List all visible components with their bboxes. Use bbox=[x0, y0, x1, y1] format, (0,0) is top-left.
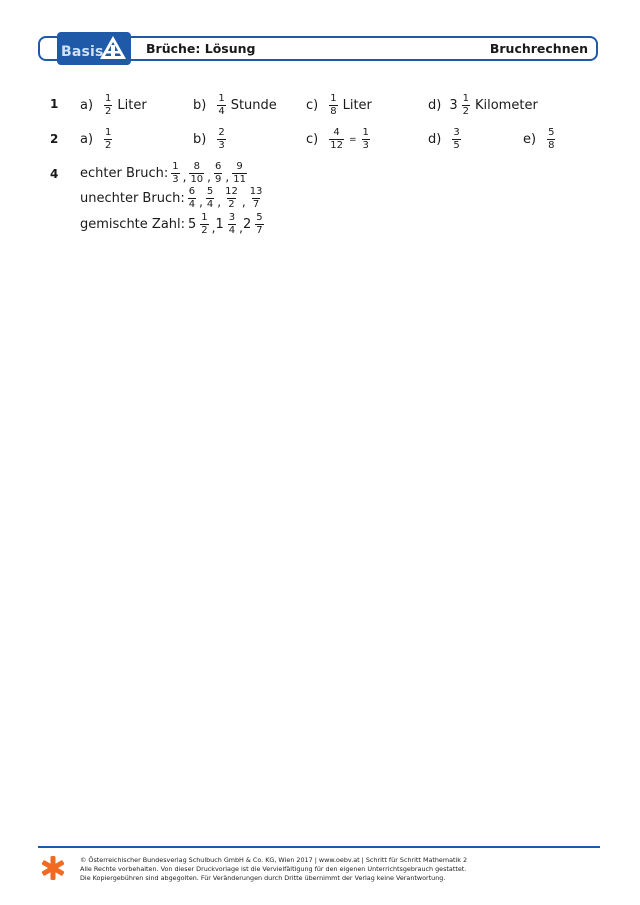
fraction bbox=[188, 187, 196, 210]
whole-number: 1 bbox=[215, 217, 224, 232]
page-topic: Bruchrechnen bbox=[489, 41, 588, 56]
denominator: 3 bbox=[218, 140, 225, 151]
numerator: 1 bbox=[462, 93, 469, 104]
denominator: 2 bbox=[462, 106, 469, 117]
fraction bbox=[362, 128, 370, 151]
numerator: 3 bbox=[453, 127, 460, 138]
answer-item bbox=[193, 94, 277, 117]
footer-line-3: Die Kopiergebühren sind abgegolten. Für Veränderungen durch Dritte übernimmt der Verlag keine Verantwortung. bbox=[80, 873, 446, 882]
separator: , bbox=[211, 221, 216, 235]
unit-text: Kilometer bbox=[474, 98, 538, 113]
numerator: 1 bbox=[201, 212, 208, 223]
separator: , bbox=[182, 170, 187, 184]
numerator: 2 bbox=[218, 127, 225, 138]
separator: , bbox=[207, 170, 211, 184]
whole-number: 5 bbox=[188, 217, 197, 232]
fraction-category-row bbox=[80, 213, 267, 236]
separator: , bbox=[241, 195, 246, 209]
numerator: 5 bbox=[548, 127, 555, 138]
answer-label: c) bbox=[306, 132, 319, 147]
fraction bbox=[232, 162, 247, 185]
numerator: 1 bbox=[218, 93, 225, 104]
denominator: 4 bbox=[218, 106, 225, 117]
answer-item bbox=[428, 128, 464, 151]
denominator: 3 bbox=[172, 174, 179, 185]
unit-text: Stunde bbox=[230, 98, 277, 113]
numerator: 6 bbox=[188, 186, 196, 197]
numerator: 1 bbox=[105, 93, 112, 104]
answer-label: b) bbox=[193, 98, 207, 113]
fraction bbox=[329, 94, 337, 117]
denominator: 11 bbox=[233, 174, 246, 185]
fraction bbox=[217, 128, 225, 151]
task-number: 1 bbox=[50, 97, 59, 111]
denominator: 7 bbox=[256, 225, 263, 236]
answer-label: d) bbox=[428, 98, 442, 113]
fraction bbox=[228, 213, 236, 236]
fraction-category-row bbox=[80, 187, 266, 210]
fraction bbox=[200, 213, 208, 236]
separator: , bbox=[239, 221, 243, 235]
numerator: 12 bbox=[225, 186, 238, 197]
answer-label: b) bbox=[193, 132, 207, 147]
numerator: 1 bbox=[172, 161, 179, 172]
denominator: 2 bbox=[105, 106, 112, 117]
denominator: 8 bbox=[330, 106, 337, 117]
numerator: 5 bbox=[256, 212, 263, 223]
answer-label: a) bbox=[80, 98, 94, 113]
denominator: 2 bbox=[105, 140, 112, 151]
footer-line-1: © Österreichischer Bundesverlag Schulbuch GmbH & Co. KG, Wien 2017 | www.oebv.at | Schritt für Schritt Mathematik 2 bbox=[80, 856, 468, 864]
footer-copyright bbox=[80, 856, 467, 882]
whole-number: 3 bbox=[449, 98, 458, 113]
fraction bbox=[206, 187, 214, 210]
fraction bbox=[189, 162, 204, 185]
answer-label: c) bbox=[306, 98, 319, 113]
answer-label: d) bbox=[428, 132, 442, 147]
fraction bbox=[171, 162, 179, 185]
unit-text: Liter bbox=[117, 98, 147, 113]
category-label: unechter Bruch: bbox=[80, 191, 185, 206]
fraction bbox=[104, 94, 112, 117]
level-triangle-icon bbox=[98, 34, 128, 62]
equals-sign: = bbox=[348, 134, 357, 145]
page-title: Brüche: Lösung bbox=[146, 41, 256, 56]
fraction bbox=[214, 162, 222, 185]
whole-number: 2 bbox=[242, 217, 252, 232]
fraction bbox=[255, 213, 263, 236]
fraction bbox=[217, 94, 225, 117]
fraction-category-row bbox=[80, 162, 250, 185]
fraction bbox=[452, 128, 460, 151]
denominator: 9 bbox=[215, 174, 222, 185]
fraction bbox=[329, 128, 344, 151]
footer-divider bbox=[38, 846, 600, 848]
publisher-logo-icon bbox=[40, 855, 66, 881]
numerator: 13 bbox=[249, 186, 263, 197]
numerator: 5 bbox=[206, 186, 214, 197]
answer-item bbox=[306, 94, 372, 117]
answer-item bbox=[80, 128, 115, 151]
numerator: 3 bbox=[228, 212, 236, 223]
basis-label: Basis bbox=[61, 44, 104, 60]
unit-text: Liter bbox=[342, 98, 372, 113]
separator: , bbox=[225, 170, 230, 184]
task-number: 2 bbox=[50, 132, 59, 146]
denominator: 4 bbox=[206, 199, 214, 210]
answer-item bbox=[193, 128, 229, 151]
fraction bbox=[547, 128, 555, 151]
numerator: 4 bbox=[333, 127, 340, 138]
task-number: 4 bbox=[50, 167, 59, 181]
denominator: 10 bbox=[190, 174, 204, 185]
denominator: 2 bbox=[201, 225, 208, 236]
fraction bbox=[104, 128, 112, 151]
denominator: 4 bbox=[228, 225, 236, 236]
answer-item bbox=[306, 128, 373, 151]
denominator: 12 bbox=[330, 140, 343, 151]
numerator: 1 bbox=[105, 127, 112, 138]
denominator: 8 bbox=[548, 140, 555, 151]
category-label: echter Bruch: bbox=[80, 166, 169, 181]
denominator: 2 bbox=[228, 199, 235, 210]
numerator: 9 bbox=[236, 161, 243, 172]
denominator: 7 bbox=[252, 199, 260, 210]
denominator: 5 bbox=[453, 140, 460, 151]
category-label: gemischte Zahl: bbox=[80, 217, 186, 232]
numerator: 1 bbox=[362, 127, 369, 138]
separator: , bbox=[217, 195, 222, 209]
numerator: 6 bbox=[215, 161, 222, 172]
answer-item bbox=[523, 128, 558, 151]
fraction bbox=[224, 187, 239, 210]
footer-line-2: Alle Rechte vorbehalten. Von dieser Druckvorlage ist die Vervielfältigung für den eigenen Unterrichtsgebrauch gestattet. bbox=[80, 864, 467, 873]
denominator: 3 bbox=[362, 140, 369, 151]
numerator: 1 bbox=[330, 93, 337, 104]
denominator: 4 bbox=[188, 199, 196, 210]
fraction bbox=[462, 94, 470, 117]
answer-item bbox=[428, 94, 538, 117]
separator: , bbox=[199, 195, 203, 209]
numerator: 8 bbox=[193, 161, 200, 172]
fraction bbox=[249, 187, 264, 210]
answer-label: a) bbox=[80, 132, 94, 147]
answer-item bbox=[80, 94, 147, 117]
answer-label: e) bbox=[523, 132, 537, 147]
